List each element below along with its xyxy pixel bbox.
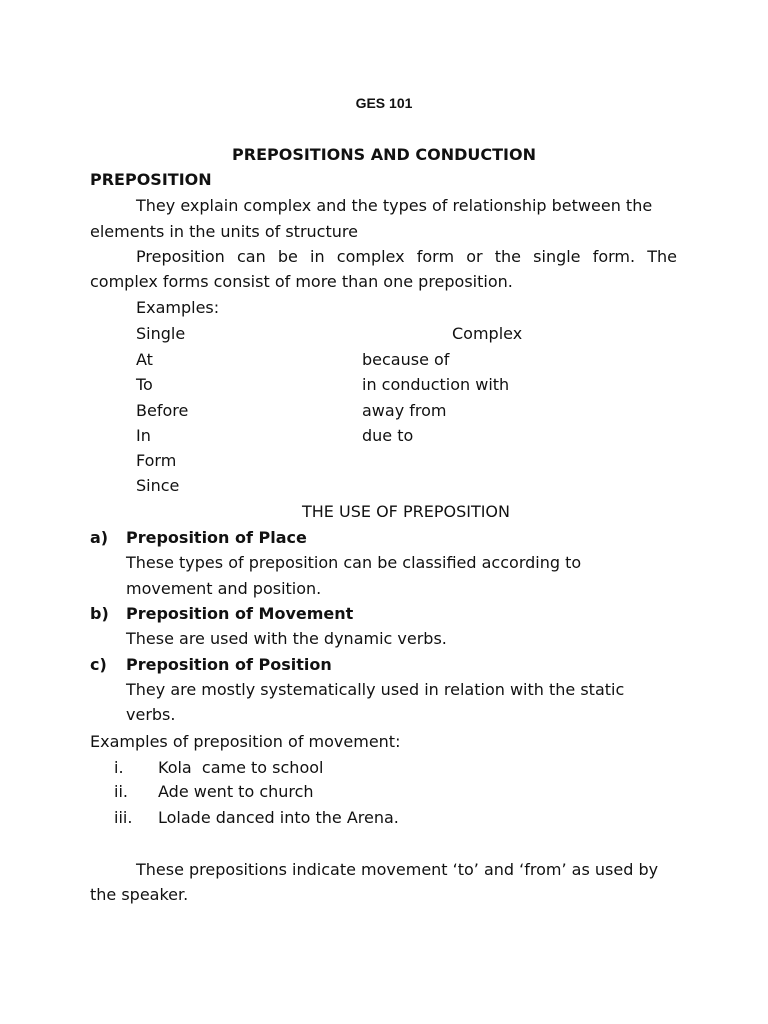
single-example: In	[136, 426, 151, 445]
closing-line-2: the speaker.	[90, 885, 189, 904]
use-desc-position: verbs.	[126, 705, 176, 724]
intro-line-3: Preposition can be in complex form or the single form. The	[136, 247, 677, 266]
movement-example: Lolade danced into the Arena.	[158, 808, 399, 827]
intro-line-2: elements in the units of structure	[90, 222, 358, 241]
single-example: At	[136, 350, 153, 369]
list-marker: iii.	[114, 808, 133, 827]
single-example: Before	[136, 401, 189, 420]
complex-example: due to	[362, 426, 414, 445]
use-heading: THE USE OF PREPOSITION	[302, 502, 510, 521]
movement-example: Kola came to school	[158, 758, 324, 777]
intro-line-4: complex forms consist of more than one preposition.	[90, 272, 513, 291]
list-marker: b)	[90, 604, 109, 623]
use-desc-place: movement and position.	[126, 579, 322, 598]
movement-examples-label: Examples of preposition of movement:	[90, 732, 401, 751]
use-desc-movement: These are used with the dynamic verbs.	[126, 629, 447, 648]
section-heading: PREPOSITION	[90, 170, 212, 189]
list-marker: a)	[90, 528, 109, 547]
use-title-position: Preposition of Position	[126, 655, 332, 674]
document-title: PREPOSITIONS AND CONDUCTION	[232, 145, 536, 164]
complex-header: Complex	[452, 324, 523, 343]
use-desc-position: They are mostly systematically used in relation with the static	[126, 680, 625, 699]
list-marker: ii.	[114, 782, 128, 801]
list-marker: c)	[90, 655, 107, 674]
use-title-place: Preposition of Place	[126, 528, 307, 547]
intro-line-1: They explain complex and the types of relationship between the	[136, 196, 653, 215]
closing-line-1: These prepositions indicate movement ‘to’ and ‘from’ as used by	[136, 860, 659, 879]
course-code: GES 101	[355, 95, 413, 111]
single-example: To	[136, 375, 153, 394]
examples-label: Examples:	[136, 298, 220, 317]
single-example: Form	[136, 451, 177, 470]
single-example: Since	[136, 476, 180, 495]
complex-example: in conduction with	[362, 375, 510, 394]
single-header: Single	[136, 324, 186, 343]
complex-example: because of	[362, 350, 450, 369]
movement-example: Ade went to church	[158, 782, 314, 801]
list-marker: i.	[114, 758, 124, 777]
complex-example: away from	[362, 401, 447, 420]
use-title-movement: Preposition of Movement	[126, 604, 354, 623]
use-desc-place: These types of preposition can be classified according to	[126, 553, 582, 572]
